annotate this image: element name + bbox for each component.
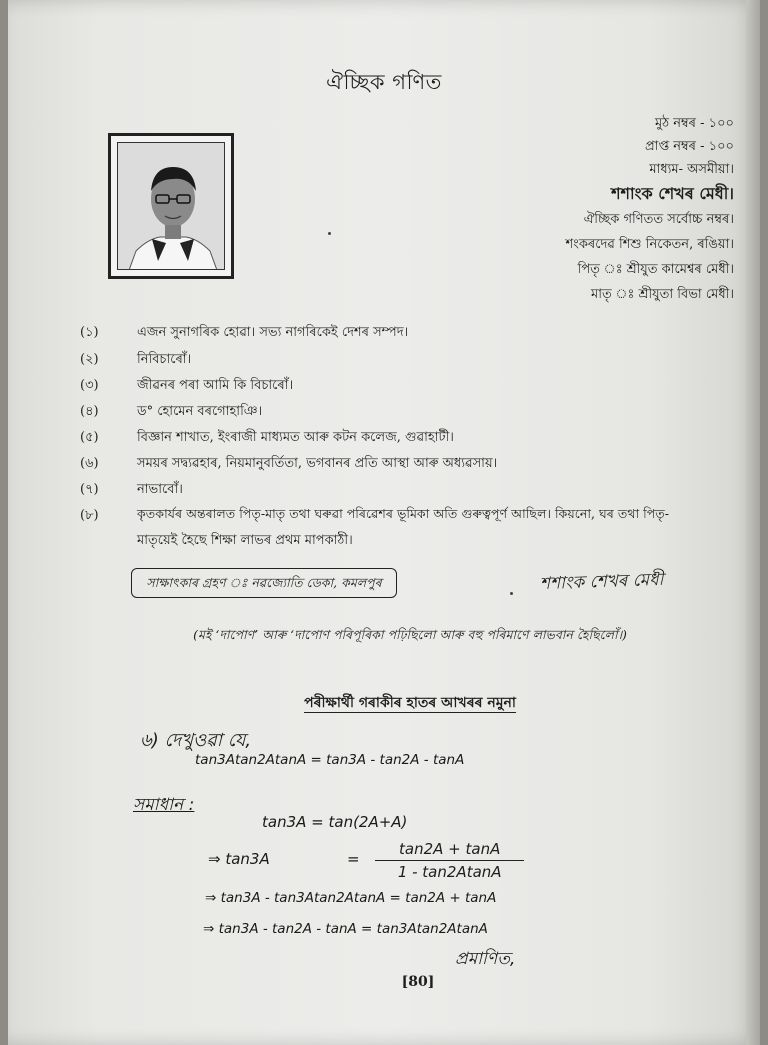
answer-number: (১) (80, 325, 99, 340)
answer-text: সময়ৰ সদ্ব্যৱহাৰ, নিয়মানুবৰ্তিতা, ভগবানৰ প্ৰতি আস্থা আৰু অধ্যৱসায়। (137, 456, 498, 471)
solution-line-2-equals: = (347, 850, 360, 868)
page-title: ঐচ্ছিক গণিত (326, 70, 442, 94)
mother-name: মাতৃ ঃ শ্ৰীযুতা বিভা মেধী। (591, 287, 734, 302)
answer-number: (৩) (80, 378, 99, 393)
solution-line-2-lhs: ⇒ tan3A (208, 850, 270, 868)
answer-number: (২) (80, 352, 99, 367)
student-signature: শশাংক শেখৰ মেধী (539, 569, 664, 595)
handwriting-heading: পৰীক্ষাৰ্থী গৰাকীৰ হাতৰ আখৰৰ নমুনা (304, 695, 516, 711)
obtained-marks: প্ৰাপ্ত নম্বৰ - ১০০ (644, 139, 734, 154)
interview-credit: সাক্ষাৎকাৰ গ্ৰহণ ঃ নৱজ্যোতি ডেকা, কমলপুৰ (131, 568, 397, 598)
answer-number: (৪) (80, 404, 99, 419)
print-speck (510, 592, 513, 595)
proved-label: প্ৰমাণিত, (455, 949, 516, 969)
student-name: শশাংক শেখৰ মেধী। (611, 184, 734, 203)
school: শংকৰদেৱ শিশু নিকেতন, ৰঙিয়া। (565, 237, 734, 252)
student-photo (108, 133, 234, 279)
medium: মাধ্যম- অসমীয়া। (649, 162, 734, 177)
dapon-note: (মই ‘দাপোণ’ আৰু ‘দাপোণ পৰিপূৰিকা পঢ়িছিলো আৰু বহু পৰিমাণে লাভবান হৈছিলোঁ।) (193, 627, 627, 642)
achievement: ঐচ্ছিক গণিতত সৰ্বোচ্চ নম্বৰ। (583, 212, 734, 227)
fraction-denominator: 1 - tan2AtanA (397, 863, 502, 881)
portrait-figure (118, 143, 225, 270)
question-label: ৬) দেখুওৱা যে, (140, 730, 252, 751)
answer-number: (৫) (80, 430, 99, 445)
print-speck (328, 232, 331, 235)
answer-number: (৮) (80, 508, 99, 523)
answer-text-continued: মাতৃয়েই হৈছে শিক্ষা লাভৰ প্ৰথম মাপকাঠী। (137, 533, 353, 548)
answer-text: বিজ্ঞান শাখাত, ইংৰাজী মাধ্যমত আৰু কটন কলেজ, গুৱাহাটী। (137, 430, 454, 445)
answer-number: (৬) (80, 456, 99, 471)
fraction-numerator: tan2A + tanA (375, 840, 524, 861)
answer-text: নিবিচাৰোঁ। (137, 352, 192, 367)
solution-fraction (375, 840, 524, 881)
answer-number: (৭) (80, 482, 99, 497)
portrait-image (117, 142, 225, 270)
page-number: [80] (401, 974, 435, 990)
answer-text: কৃতকাৰ্যৰ অন্তৰালত পিতৃ-মাতৃ তথা ঘৰুৱা পৰিৱেশৰ ভূমিকা অতি গুৰুত্বপূৰ্ণ আছিল। কিয়নো, ঘৰ তথা পিতৃ- (137, 506, 670, 521)
full-marks: মুঠ নম্বৰ - ১০০ (654, 116, 734, 131)
question-statement: tan3Atan2AtanA = tan3A - tan2A - tanA (195, 752, 465, 768)
answer-text: জীৱনৰ পৰা আমি কি বিচাৰোঁ। (137, 378, 294, 393)
solution-line-4: ⇒ tan3A - tan2A - tanA = tan3Atan2AtanA (203, 921, 488, 937)
father-name: পিতৃ ঃ শ্ৰীযুত কামেশ্বৰ মেধী। (577, 262, 734, 277)
answer-text: ড° হোমেন বৰগোহাঞি। (137, 404, 263, 419)
answer-text: নাভাবোঁ। (137, 482, 183, 497)
answer-text: এজন সুনাগৰিক হোৱা। সভ্য নাগৰিকেই দেশৰ সম্পদ। (137, 325, 409, 340)
solution-line-3: ⇒ tan3A - tan3Atan2AtanA = tan2A + tanA (205, 890, 497, 906)
solution-label: সমাধান : (133, 795, 195, 815)
page-edge (746, 0, 760, 1045)
solution-line-1: tan3A = tan(2A+A) (262, 813, 408, 831)
